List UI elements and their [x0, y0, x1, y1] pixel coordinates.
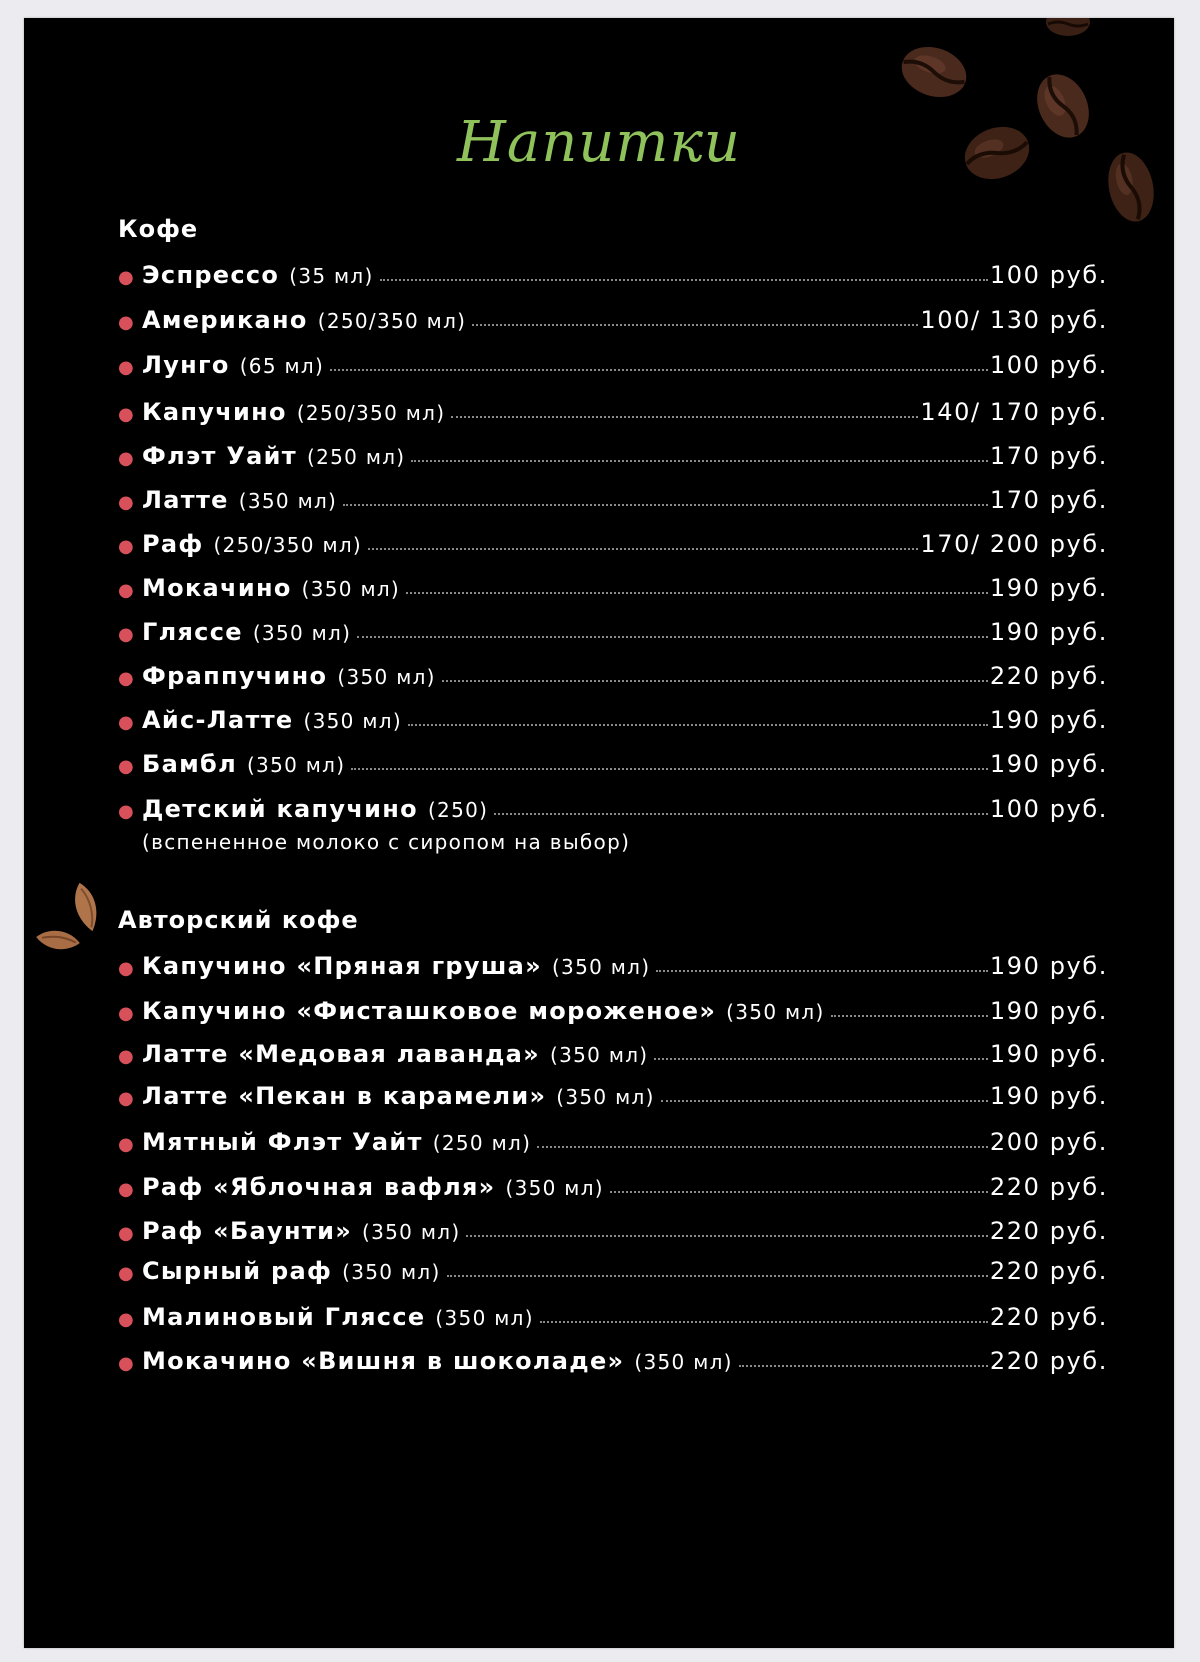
item-name: Мокачино «Вишня в шоколаде» — [142, 1347, 625, 1375]
dot-leader — [610, 1190, 988, 1193]
menu-page — [24, 18, 1174, 1648]
bullet-icon: ● — [118, 492, 134, 513]
item-volume: (350 мл) — [252, 621, 352, 645]
dot-leader — [330, 368, 988, 371]
item-volume: (350 мл) — [726, 1000, 825, 1024]
item-volume: (250/350 мл) — [213, 533, 363, 557]
dot-leader — [380, 278, 988, 281]
dot-leader — [406, 591, 988, 594]
menu-item — [118, 351, 1108, 383]
item-price: 220 руб. — [989, 1173, 1108, 1201]
menu-item — [118, 1082, 1108, 1114]
item-name: Капучино «Фисташковое мороженое» — [142, 997, 717, 1025]
item-name: Раф «Баунти» — [142, 1217, 353, 1245]
item-name: Капучино «Пряная груша» — [142, 952, 542, 980]
item-name: Малиновый Гляссе — [142, 1303, 426, 1331]
item-name: Фраппучино — [142, 662, 328, 690]
bullet-icon: ● — [118, 267, 134, 288]
bullet-icon: ● — [118, 580, 134, 601]
item-name: Бамбл — [142, 750, 237, 778]
dot-leader — [472, 323, 918, 326]
menu-item — [118, 618, 1108, 650]
bullet-icon: ● — [118, 1134, 134, 1155]
item-price: 190 руб. — [989, 1082, 1108, 1110]
dot-leader — [343, 503, 988, 506]
item-volume: (350 мл) — [634, 1350, 733, 1374]
item-volume: (350 мл) — [551, 955, 651, 979]
dot-leader — [661, 1099, 988, 1102]
dot-leader — [411, 459, 987, 462]
page-title: Напитки — [457, 110, 741, 175]
menu-item — [118, 398, 1108, 430]
menu-item — [118, 662, 1108, 694]
item-price: 190 руб. — [989, 952, 1108, 980]
coffee-bean-icon — [1044, 18, 1092, 40]
bullet-icon: ● — [118, 624, 134, 645]
bullet-icon: ● — [118, 1223, 134, 1244]
item-volume: (350 мл) — [550, 1043, 649, 1067]
bullet-icon: ● — [118, 958, 134, 979]
item-volume: (250 мл) — [432, 1131, 532, 1155]
dot-leader — [408, 723, 988, 726]
bullet-icon: ● — [118, 1003, 134, 1024]
dot-leader — [451, 415, 918, 418]
item-price: 220 руб. — [989, 1257, 1108, 1285]
item-price: 100 руб. — [989, 795, 1108, 823]
dot-leader — [656, 969, 988, 972]
item-volume: (350 мл) — [556, 1085, 655, 1109]
item-volume: (35 мл) — [289, 264, 374, 288]
bullet-icon: ● — [118, 357, 134, 378]
item-volume: (250 мл) — [307, 445, 406, 469]
dot-leader — [442, 679, 988, 682]
dot-leader — [447, 1274, 988, 1277]
section-heading: Кофе — [118, 215, 199, 243]
bullet-icon: ● — [118, 1046, 134, 1067]
menu-item — [118, 952, 1108, 984]
dot-leader — [654, 1057, 987, 1060]
menu-item — [118, 1128, 1108, 1160]
dot-leader — [466, 1234, 987, 1237]
dot-leader — [537, 1145, 988, 1148]
menu-item — [118, 706, 1108, 738]
item-price: 170 руб. — [989, 442, 1108, 470]
item-volume: (250/350 мл) — [317, 309, 467, 333]
menu-item — [118, 574, 1108, 606]
bullet-icon: ● — [118, 1309, 134, 1330]
item-name: Латте «Пекан в карамели» — [142, 1082, 547, 1110]
item-name: Мятный Флэт Уайт — [142, 1128, 423, 1156]
item-price: 170 руб. — [989, 486, 1108, 514]
bullet-icon: ● — [118, 668, 134, 689]
item-price: 190 руб. — [989, 1040, 1108, 1068]
item-volume: (350 мл) — [342, 1260, 441, 1284]
item-price: 170/ 200 руб. — [920, 530, 1108, 558]
menu-item — [118, 530, 1108, 562]
item-name: Латте — [142, 486, 229, 514]
item-volume: (350 мл) — [301, 577, 401, 601]
dot-leader — [351, 767, 988, 770]
menu-item — [118, 750, 1108, 782]
menu-item — [118, 795, 1108, 827]
item-name: Эспрессо — [142, 261, 280, 289]
section-heading: Авторский кофе — [118, 906, 359, 934]
bullet-icon: ● — [118, 712, 134, 733]
bullet-icon: ● — [118, 756, 134, 777]
menu-item — [118, 1217, 1108, 1249]
item-name: Гляссе — [142, 618, 243, 646]
item-volume: (350 мл) — [303, 709, 402, 733]
item-name: Латте «Медовая лаванда» — [142, 1040, 540, 1068]
dot-leader — [739, 1364, 988, 1367]
item-volume: (350 мл) — [246, 753, 346, 777]
item-volume: (250/350 мл) — [296, 401, 446, 425]
item-price: 220 руб. — [989, 662, 1108, 690]
bullet-icon: ● — [118, 448, 134, 469]
menu-item — [118, 1303, 1108, 1335]
item-price: 190 руб. — [989, 574, 1108, 602]
item-name: Лунго — [142, 351, 230, 379]
menu-item — [118, 1173, 1108, 1205]
item-name: Мокачино — [142, 574, 292, 602]
item-volume: (65 мл) — [239, 354, 325, 378]
bullet-icon: ● — [118, 404, 134, 425]
bullet-icon: ● — [118, 1179, 134, 1200]
item-price: 100 руб. — [989, 351, 1108, 379]
menu-item — [118, 997, 1108, 1029]
item-name: Флэт Уайт — [142, 442, 297, 470]
item-price: 190 руб. — [989, 618, 1108, 646]
item-name: Сырный раф — [142, 1257, 333, 1285]
dot-leader — [368, 547, 918, 550]
item-note: (вспененное молоко с сиропом на выбор) — [142, 830, 631, 854]
item-price: 190 руб. — [989, 750, 1108, 778]
item-volume: (350 мл) — [435, 1306, 534, 1330]
bullet-icon: ● — [118, 1088, 134, 1109]
item-price: 190 руб. — [989, 997, 1108, 1025]
almond-icon — [34, 926, 82, 954]
menu-item — [118, 1040, 1108, 1072]
item-price: 190 руб. — [989, 706, 1108, 734]
item-price: 220 руб. — [989, 1347, 1108, 1375]
item-price: 100/ 130 руб. — [920, 306, 1108, 334]
coffee-bean-icon — [894, 40, 974, 104]
dot-leader — [357, 635, 988, 638]
item-name: Раф «Яблочная вафля» — [142, 1173, 496, 1201]
bullet-icon: ● — [118, 536, 134, 557]
item-price: 140/ 170 руб. — [920, 398, 1108, 426]
item-volume: (250) — [427, 798, 489, 822]
menu-item — [118, 486, 1108, 518]
menu-item — [118, 306, 1108, 338]
item-price: 200 руб. — [989, 1128, 1108, 1156]
item-price: 100 руб. — [989, 261, 1108, 289]
item-volume: (350 мл) — [505, 1176, 604, 1200]
item-name: Раф — [142, 530, 204, 558]
bullet-icon: ● — [118, 801, 134, 822]
menu-item — [118, 261, 1108, 293]
bullet-icon: ● — [118, 1353, 134, 1374]
dot-leader — [831, 1014, 988, 1017]
item-name: Детский капучино — [142, 795, 418, 823]
dot-leader — [494, 812, 988, 815]
menu-item — [118, 1257, 1108, 1289]
bullet-icon: ● — [118, 312, 134, 333]
item-volume: (350 мл) — [337, 665, 436, 689]
item-volume: (350 мл) — [362, 1220, 461, 1244]
item-price: 220 руб. — [989, 1303, 1108, 1331]
bullet-icon: ● — [118, 1263, 134, 1284]
menu-item — [118, 1347, 1108, 1379]
item-name: Айс-Латте — [142, 706, 294, 734]
item-volume: (350 мл) — [238, 489, 338, 513]
menu-item — [118, 442, 1108, 474]
item-price: 220 руб. — [989, 1217, 1108, 1245]
item-name: Капучино — [142, 398, 287, 426]
item-name: Американо — [142, 306, 308, 334]
dot-leader — [540, 1320, 988, 1323]
